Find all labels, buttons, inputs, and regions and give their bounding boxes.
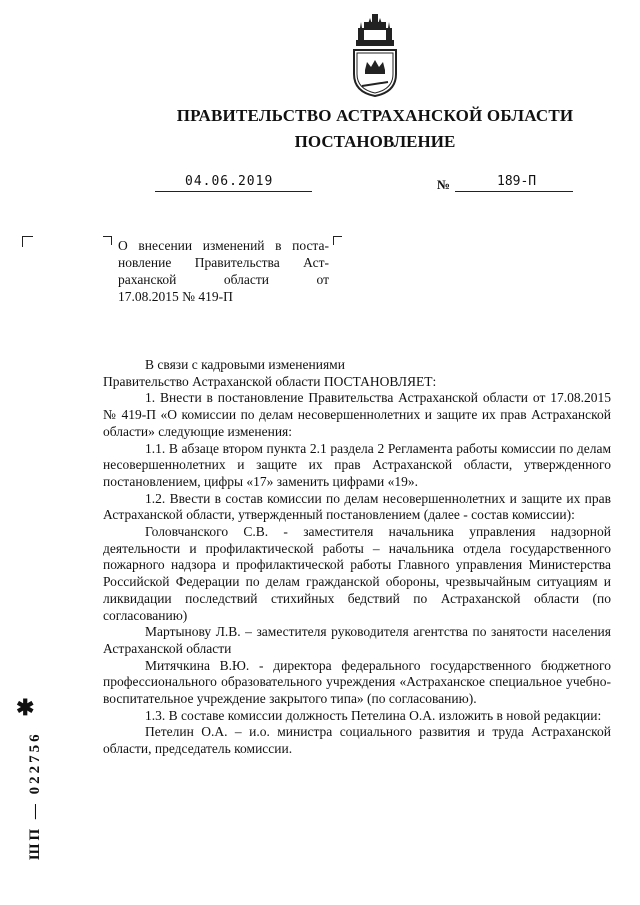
number-sign: № [437,177,451,192]
subject-line: новление Правительства Аст- [118,255,329,270]
coat-of-arms-emblem [350,12,400,98]
date-underline [155,191,312,192]
margin-corner-mark [22,236,33,247]
member-mityachkin-paragraph: Митячкина В.Ю. - директора федерального государственного бюджетного профессионального образовательного учреждения «Астраханское специальное учебно-воспитательное учреждение закрытого типа» (по согласованию). [103,657,611,707]
member-petelin-paragraph: Петелин О.А. – и.о. министра социального развития и труда Астраханской области, председатель комиссии. [103,724,611,757]
subject-line: 17.08.2015 № 419-П [118,289,233,304]
serial-number: ШП — 022756 [27,731,43,860]
document-subject [118,237,329,305]
member-golovchansky-paragraph: Головчанского С.В. - заместителя начальника управления надзорной деятельности и профилактической работы – начальника отдела государственного пожарного надзора и профилактической работы Главного управления Министерства Российской Федерации по делам гражданской обороны, чрезвычайным ситуациям и ликвидации последствий стихийных бедствий по Астраханской области (по согласованию) [103,524,611,623]
subject-bracket-right [333,236,342,245]
clause-1-paragraph: 1. Внести в постановление Правительства Астраханской области от 17.08.2015 № 419-П «О комиссии по делам несовершеннолетних и защите их прав Астраханской области» следующие изменения: [103,390,611,439]
document-date: 04.06.2019 [185,174,274,189]
resolution-paragraph: Правительство Астраханской области ПОСТАНОВЛЯЕТ: [103,373,437,389]
government-name: ПРАВИТЕЛЬСТВО АСТРАХАНСКОЙ ОБЛАСТИ [176,106,574,125]
document-number: 189-П [497,174,537,189]
subject-line: раханской области от [118,272,329,287]
member-martynova-paragraph: Мартынову Л.В. – заместителя руководителя агентства по занятости населения Астраханской области [103,624,611,656]
clause-1-2-paragraph: 1.2. Ввести в состав комиссии по делам несовершеннолетних и защите их прав Астраханской области, утвержденный постановлением (далее - состав комиссии): [103,490,611,523]
subject-bracket-left [103,236,112,245]
document-type-title: ПОСТАНОВЛЕНИЕ [294,132,456,151]
preamble-paragraph: В связи с кадровыми изменениями [145,357,345,372]
document-body [103,357,611,758]
clause-1-3-paragraph: 1.3. В составе комиссии должность Петелина О.А. изложить в новой редакции: [145,707,602,723]
clause-1-1-paragraph: 1.1. В абзаце втором пункта 2.1 раздела 2 Регламента работы комиссии по делам несовершеннолетних и защите их прав Астраханской области, утвержденного постановлением, цифры «17» заменить цифрами «19». [103,440,611,489]
subject-line: О внесении изменений в поста- [118,238,329,253]
number-underline [455,191,573,192]
asterisk-mark: ✱ [16,695,35,720]
